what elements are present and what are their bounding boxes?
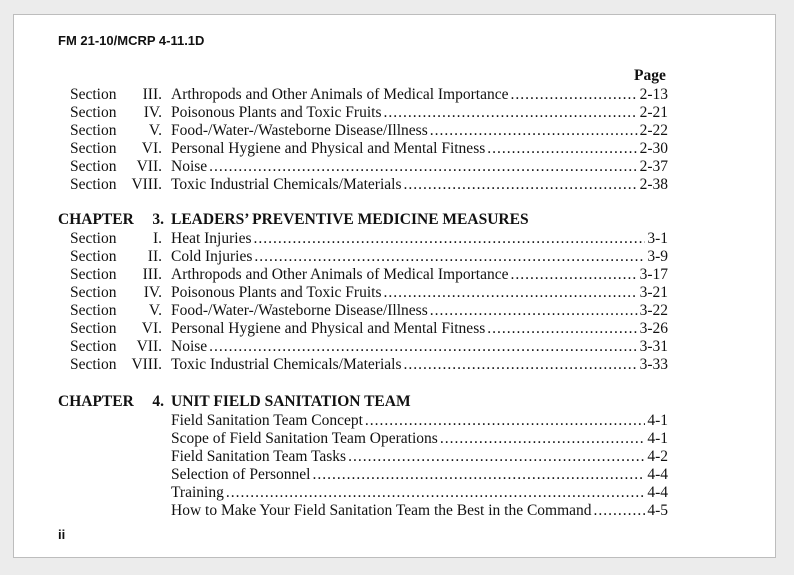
section-label: Section: [70, 320, 117, 337]
section-number: IV.: [143, 104, 162, 121]
toc-row: [14, 86, 775, 104]
entry-title: Arthropods and Other Animals of Medical Importance: [171, 266, 509, 283]
entry-title: Training: [171, 484, 224, 501]
dot-leader: [487, 320, 637, 338]
toc-row: [14, 176, 775, 194]
document-page: [13, 14, 776, 558]
entry-page: 2-21: [639, 104, 668, 121]
section-number: VII.: [136, 338, 162, 355]
section-number: I.: [152, 230, 162, 247]
entry-page: 2-37: [639, 158, 668, 175]
entry-page: 4-2: [647, 448, 668, 465]
entry-page: 3-9: [647, 248, 668, 265]
dot-leader: [487, 140, 637, 158]
section-label: Section: [70, 356, 117, 373]
section-label: Section: [70, 86, 117, 103]
entry-title: Food-/Water-/Wasteborne Disease/Illness: [171, 122, 428, 139]
entry-page: 2-22: [639, 122, 668, 139]
toc-row: [14, 430, 775, 448]
entry-page: 3-31: [639, 338, 668, 355]
entry-title: Field Sanitation Team Tasks: [171, 448, 347, 465]
section-label: Section: [70, 176, 117, 193]
section-number: VI.: [141, 140, 162, 157]
entry-page: 4-5: [647, 502, 668, 519]
section-label: Section: [70, 338, 117, 355]
section-label: Section: [70, 230, 117, 247]
toc-row: [14, 502, 775, 520]
toc-row: [14, 158, 775, 176]
section-label: Section: [70, 284, 117, 301]
entry-page: 4-1: [647, 430, 668, 447]
section-label: Section: [70, 302, 117, 319]
entry-title: Poisonous Plants and Toxic Fruits: [171, 104, 382, 121]
entry-title: Arthropods and Other Animals of Medical Importance: [171, 86, 509, 103]
dot-leader: [226, 484, 646, 502]
dot-leader: [404, 176, 638, 194]
toc-row: [14, 140, 775, 158]
chapter-heading: [58, 393, 658, 411]
toc-row: [14, 466, 775, 484]
section-number: III.: [142, 266, 162, 283]
entry-page: 2-13: [639, 86, 668, 103]
dot-leader: [254, 248, 645, 266]
entry-title: Noise: [171, 158, 208, 175]
entry-title: Noise: [171, 338, 208, 355]
section-number: IV.: [143, 284, 162, 301]
page-column-label: Page: [634, 67, 666, 84]
chapter-label: CHAPTER: [58, 211, 134, 228]
dot-leader: [209, 158, 637, 176]
entry-title: Selection of Personnel: [171, 466, 311, 483]
dot-leader: [209, 338, 637, 356]
dot-leader: [404, 356, 638, 374]
section-number: V.: [148, 302, 162, 319]
toc-row: [14, 356, 775, 374]
section-number: III.: [142, 86, 162, 103]
dot-leader: [348, 448, 645, 466]
toc-row: [14, 338, 775, 356]
entry-title: Cold Injuries: [171, 248, 253, 265]
chapter-number: 4.: [152, 393, 164, 410]
section-label: Section: [70, 104, 117, 121]
toc-row: [14, 302, 775, 320]
toc-row: [14, 104, 775, 122]
entry-page: 4-4: [647, 484, 668, 501]
dot-leader: [383, 104, 637, 122]
entry-page: 2-30: [639, 140, 668, 157]
section-number: VI.: [141, 320, 162, 337]
toc-row: [14, 230, 775, 248]
section-label: Section: [70, 140, 117, 157]
entry-page: 3-26: [639, 320, 668, 337]
entry-page: 3-21: [639, 284, 668, 301]
toc-row: [14, 122, 775, 140]
entry-page: 2-38: [639, 176, 668, 193]
section-label: Section: [70, 248, 117, 265]
dot-leader: [594, 502, 646, 520]
entry-title: Personal Hygiene and Physical and Mental Fitness: [171, 320, 486, 337]
dot-leader: [253, 230, 645, 248]
section-number: V.: [148, 122, 162, 139]
chapter-label: CHAPTER: [58, 393, 134, 410]
entry-title: Field Sanitation Team Concept: [171, 412, 363, 429]
entry-page: 3-1: [647, 230, 668, 247]
toc-row: [14, 248, 775, 266]
entry-title: How to Make Your Field Sanitation Team the Best in the Command: [171, 502, 592, 519]
page-number-footer: ii: [58, 527, 66, 542]
dot-leader: [430, 302, 638, 320]
entry-title: Poisonous Plants and Toxic Fruits: [171, 284, 382, 301]
entry-title: Toxic Industrial Chemicals/Materials: [171, 356, 402, 373]
entry-page: 4-1: [647, 412, 668, 429]
section-label: Section: [70, 266, 117, 283]
section-number: VIII.: [131, 176, 162, 193]
toc-row: [14, 448, 775, 466]
dot-leader: [510, 266, 637, 284]
entry-title: Heat Injuries: [171, 230, 252, 247]
toc-row: [14, 320, 775, 338]
dot-leader: [440, 430, 646, 448]
chapter-title: UNIT FIELD SANITATION TEAM: [171, 393, 411, 410]
dot-leader: [510, 86, 637, 104]
section-number: II.: [147, 248, 162, 265]
toc-row: [14, 266, 775, 284]
dot-leader: [365, 412, 645, 430]
entry-title: Personal Hygiene and Physical and Mental Fitness: [171, 140, 486, 157]
section-label: Section: [70, 122, 117, 139]
chapter-title: LEADERS’ PREVENTIVE MEDICINE MEASURES: [171, 211, 529, 228]
section-number: VIII.: [131, 356, 162, 373]
toc-row: [14, 284, 775, 302]
dot-leader: [430, 122, 638, 140]
entry-page: 3-33: [639, 356, 668, 373]
entry-page: 4-4: [647, 466, 668, 483]
toc-row: [14, 412, 775, 430]
entry-title: Food-/Water-/Wasteborne Disease/Illness: [171, 302, 428, 319]
entry-title: Scope of Field Sanitation Team Operations: [171, 430, 438, 447]
entry-title: Toxic Industrial Chemicals/Materials: [171, 176, 402, 193]
section-label: Section: [70, 158, 117, 175]
section-number: VII.: [136, 158, 162, 175]
page-header: FM 21-10/MCRP 4-11.1D: [58, 33, 205, 48]
dot-leader: [383, 284, 637, 302]
chapter-heading: [58, 211, 658, 229]
entry-page: 3-17: [639, 266, 668, 283]
dot-leader: [312, 466, 645, 484]
toc-row: [14, 484, 775, 502]
entry-page: 3-22: [639, 302, 668, 319]
chapter-number: 3.: [152, 211, 164, 228]
